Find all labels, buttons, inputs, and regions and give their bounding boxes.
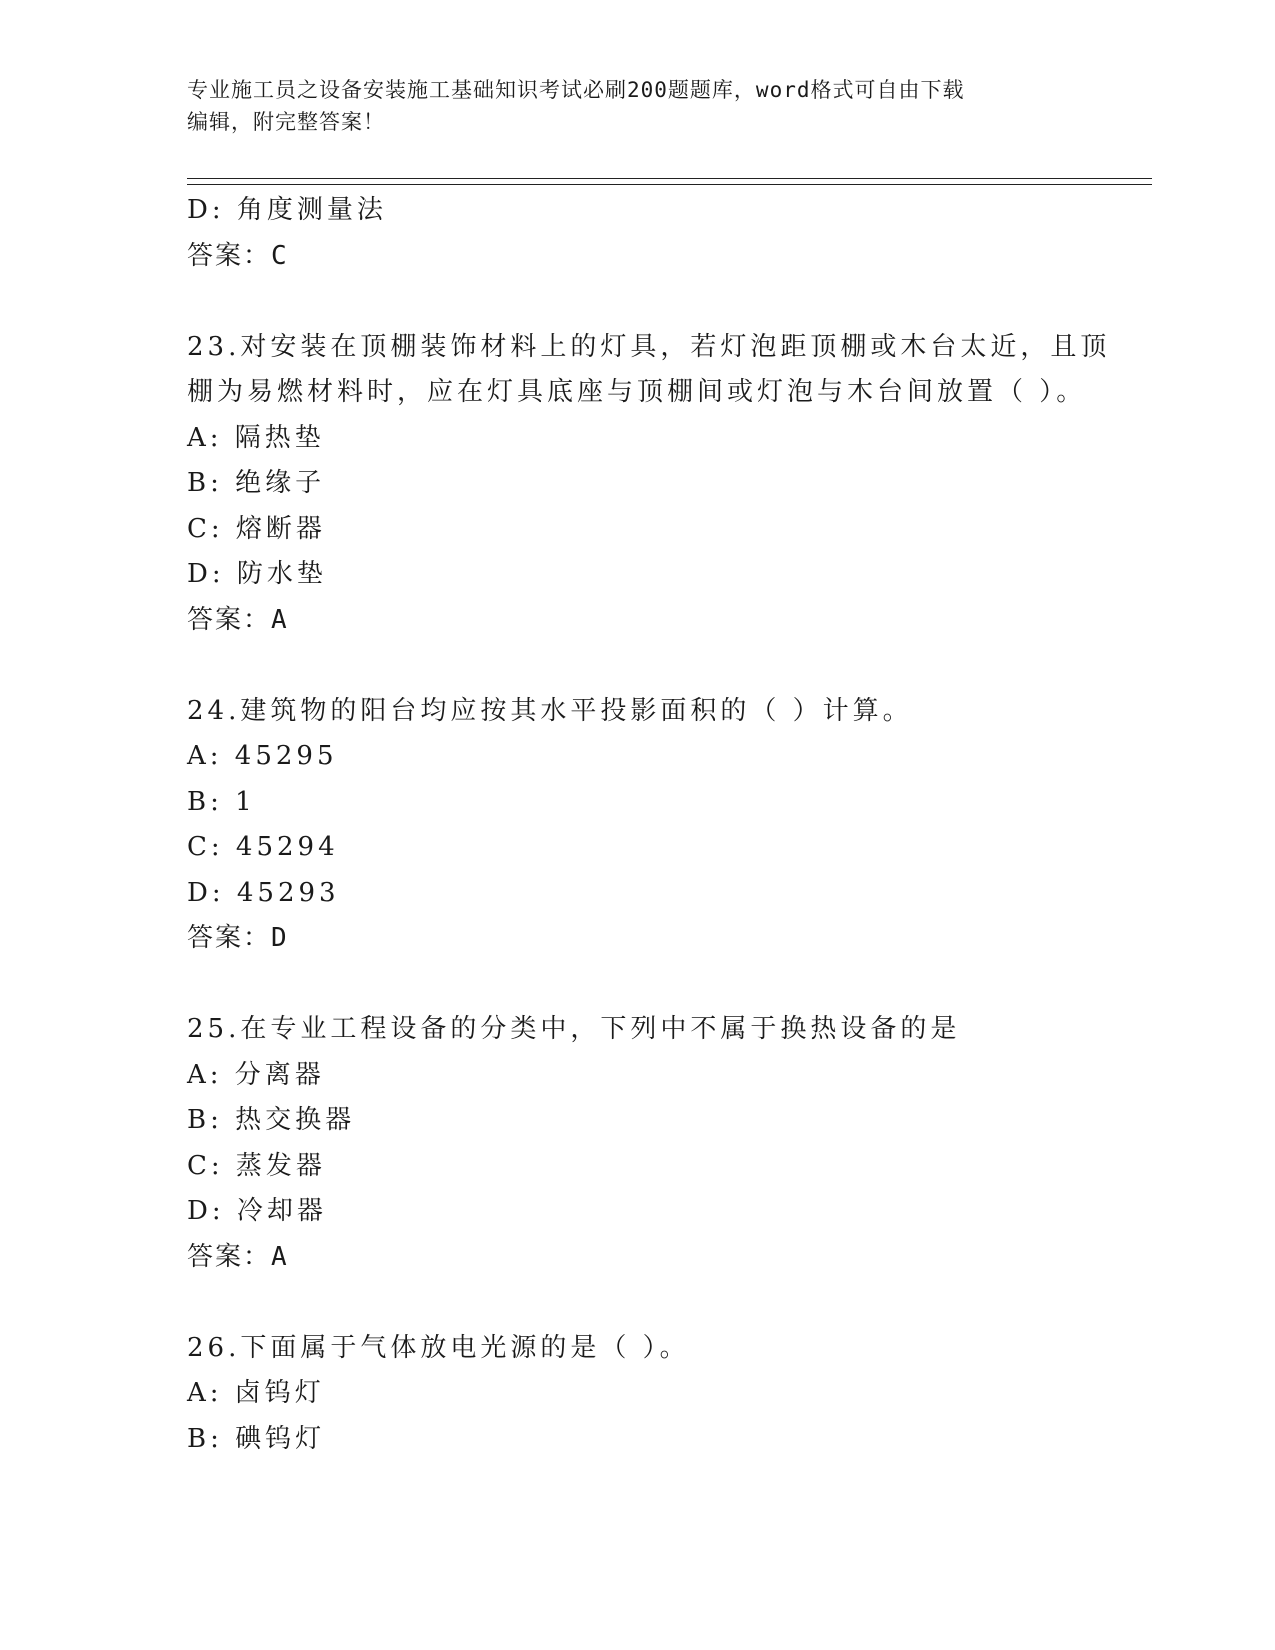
answer-line: 答案：C [187,240,289,271]
option-c: C: 45294 [187,832,339,862]
answer-line: 答案：A [187,604,289,635]
option-d: D: 角度测量法 [187,195,387,225]
header-divider [187,178,1152,185]
question-fragment [187,188,1077,279]
option-a: A: 卤钨灯 [187,1378,325,1408]
option-d: D: 冷却器 [187,1196,327,1226]
option-b: B: 热交换器 [187,1105,356,1135]
option-b: B: 绝缘子 [187,468,326,498]
question-text-line: 26.下面属于气体放电光源的是（ ）。 [187,1332,690,1363]
question-list [187,188,1111,1462]
question-text-line: 24.建筑物的阳台均应按其水平投影面积的（ ）计算。 [187,695,913,726]
option-a: A: 分离器 [187,1059,325,1090]
question-text-line: 23.对安装在顶棚装饰材料上的灯具，若灯泡距顶棚或木台太近，且顶 [187,331,1111,362]
question-text-line: 25.在专业工程设备的分类中，下列中不属于换热设备的是 [187,1014,961,1044]
answer-line: 答案：A [187,1241,289,1272]
option-c: C: 熔断器 [187,513,326,544]
question-25 [187,1007,1077,1280]
option-b: B: 1 [187,786,256,817]
option-d: D: 45293 [187,877,340,908]
header-title-line-2: 编辑，附完整答案！ [187,110,385,134]
option-d: D: 防水垫 [187,559,327,589]
question-24 [187,689,1077,962]
page-header [187,74,1067,138]
header-title-line-1: 专业施工员之设备安装施工基础知识考试必刷200题题库，word格式可自由下载 [187,78,965,102]
question-text-line: 棚为易燃材料时，应在灯具底座与顶棚间或灯泡与木台间放置（ ）。 [187,377,1087,407]
question-26 [187,1326,1077,1463]
question-23 [187,325,1111,644]
option-c: C: 蒸发器 [187,1150,326,1181]
option-a: A: 隔热垫 [187,422,325,453]
option-a: A: 45295 [187,741,338,771]
answer-line: 答案：D [187,923,289,953]
option-b: B: 碘钨灯 [187,1423,326,1454]
